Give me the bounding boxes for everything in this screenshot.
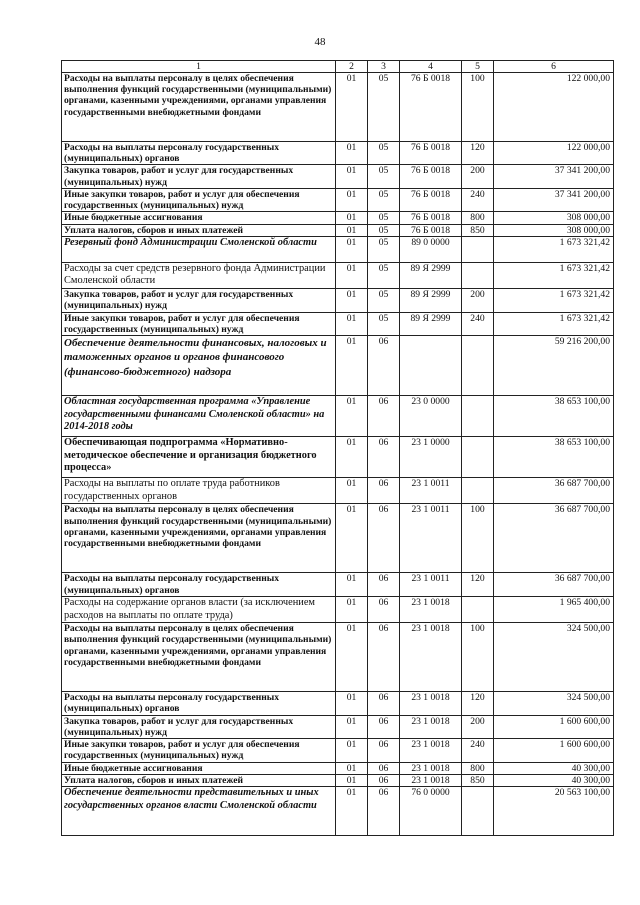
- cell-name: Расходы на выплаты персоналу в целях обеспечения выполнения функций государственными (муниципальными) органами, казенными учреждениями, органами управления государственными внебюджетными фондами: [62, 504, 336, 573]
- cell-target-article: 89 Я 2999: [400, 289, 462, 312]
- cell-section: 01: [336, 786, 368, 835]
- cell-target-article: 23 1 0018: [400, 623, 462, 692]
- cell-section: 01: [336, 73, 368, 142]
- cell-section: 01: [336, 504, 368, 573]
- cell-target-article: 23 1 0000: [400, 437, 462, 478]
- cell-subsection: 06: [368, 786, 400, 835]
- cell-name: Расходы на выплаты по оплате труда работников государственных органов: [62, 478, 336, 504]
- cell-target-article: 23 1 0018: [400, 692, 462, 715]
- cell-section: 01: [336, 478, 368, 504]
- cell-name: Иные бюджетные ассигнования: [62, 212, 336, 224]
- cell-subsection: 06: [368, 396, 400, 437]
- cell-amount: 1 673 321,42: [494, 262, 614, 288]
- cell-amount: 1 673 321,42: [494, 289, 614, 312]
- cell-section: 01: [336, 236, 368, 262]
- table-row: [62, 786, 614, 835]
- cell-expense-type: [462, 336, 494, 396]
- cell-subsection: 06: [368, 336, 400, 396]
- cell-expense-type: 120: [462, 142, 494, 165]
- cell-target-article: 23 0 0000: [400, 396, 462, 437]
- cell-section: 01: [336, 312, 368, 335]
- cell-expense-type: 850: [462, 774, 494, 786]
- cell-section: 01: [336, 165, 368, 188]
- cell-name: Расходы на выплаты персоналу государственных (муниципальных) органов: [62, 573, 336, 596]
- cell-name: Закупка товаров, работ и услуг для государственных (муниципальных) нужд: [62, 289, 336, 312]
- cell-amount: 36 687 700,00: [494, 478, 614, 504]
- cell-expense-type: [462, 437, 494, 478]
- cell-expense-type: 100: [462, 623, 494, 692]
- cell-subsection: 06: [368, 715, 400, 738]
- cell-expense-type: [462, 596, 494, 622]
- table-row: [62, 774, 614, 786]
- table-row: [62, 715, 614, 738]
- cell-name: Расходы на выплаты персоналу государственных (муниципальных) органов: [62, 692, 336, 715]
- cell-section: 01: [336, 212, 368, 224]
- table-row: [62, 504, 614, 573]
- cell-subsection: 05: [368, 165, 400, 188]
- table-row: [62, 437, 614, 478]
- cell-name: Расходы на содержание органов власти (за исключением расходов на выплаты по оплате труда): [62, 596, 336, 622]
- cell-name: Закупка товаров, работ и услуг для государственных (муниципальных) нужд: [62, 165, 336, 188]
- cell-name: Обеспечение деятельности представительных и иных государственных органов власти Смоленской области: [62, 786, 336, 835]
- header-col-1: 1: [62, 61, 336, 73]
- cell-name: Иные закупки товаров, работ и услуг для обеспечения государственных (муниципальных) нужд: [62, 739, 336, 762]
- cell-subsection: 05: [368, 188, 400, 211]
- cell-name: Уплата налогов, сборов и иных платежей: [62, 224, 336, 236]
- cell-name: Иные закупки товаров, работ и услуг для обеспечения государственных (муниципальных) нужд: [62, 312, 336, 335]
- table-row: [62, 262, 614, 288]
- cell-target-article: 23 1 0011: [400, 478, 462, 504]
- cell-section: 01: [336, 739, 368, 762]
- cell-section: 01: [336, 596, 368, 622]
- cell-section: 01: [336, 573, 368, 596]
- table-row: [62, 224, 614, 236]
- table-body: [62, 73, 614, 836]
- table-row: [62, 142, 614, 165]
- table-row: [62, 739, 614, 762]
- cell-subsection: 06: [368, 437, 400, 478]
- cell-expense-type: 800: [462, 212, 494, 224]
- cell-expense-type: 240: [462, 188, 494, 211]
- table-row: [62, 165, 614, 188]
- page-number: 48: [314, 36, 326, 48]
- cell-expense-type: 120: [462, 573, 494, 596]
- cell-subsection: 05: [368, 224, 400, 236]
- cell-amount: 20 563 100,00: [494, 786, 614, 835]
- cell-expense-type: [462, 236, 494, 262]
- cell-subsection: 06: [368, 774, 400, 786]
- cell-amount: 40 300,00: [494, 774, 614, 786]
- table-row: [62, 236, 614, 262]
- table-row: [62, 478, 614, 504]
- cell-section: 01: [336, 142, 368, 165]
- cell-amount: 36 687 700,00: [494, 573, 614, 596]
- cell-amount: 324 500,00: [494, 623, 614, 692]
- cell-amount: 308 000,00: [494, 224, 614, 236]
- cell-amount: 308 000,00: [494, 212, 614, 224]
- header-col-2: 2: [336, 61, 368, 73]
- cell-expense-type: 240: [462, 739, 494, 762]
- cell-section: 01: [336, 762, 368, 774]
- cell-subsection: 06: [368, 692, 400, 715]
- cell-subsection: 05: [368, 236, 400, 262]
- cell-target-article: 23 1 0018: [400, 762, 462, 774]
- cell-amount: 122 000,00: [494, 73, 614, 142]
- cell-subsection: 06: [368, 762, 400, 774]
- cell-name: Закупка товаров, работ и услуг для государственных (муниципальных) нужд: [62, 715, 336, 738]
- cell-amount: 38 653 100,00: [494, 437, 614, 478]
- header-col-3: 3: [368, 61, 400, 73]
- cell-expense-type: [462, 786, 494, 835]
- table-row: [62, 692, 614, 715]
- cell-expense-type: 200: [462, 289, 494, 312]
- table-row: [62, 623, 614, 692]
- cell-amount: 1 673 321,42: [494, 312, 614, 335]
- cell-expense-type: [462, 396, 494, 437]
- cell-subsection: 05: [368, 289, 400, 312]
- cell-amount: 1 600 600,00: [494, 739, 614, 762]
- cell-target-article: 76 Б 0018: [400, 188, 462, 211]
- cell-target-article: [400, 336, 462, 396]
- header-col-6: 6: [494, 61, 614, 73]
- table-row: [62, 336, 614, 396]
- cell-target-article: 89 Я 2999: [400, 312, 462, 335]
- cell-expense-type: 100: [462, 73, 494, 142]
- cell-subsection: 05: [368, 73, 400, 142]
- cell-subsection: 06: [368, 596, 400, 622]
- cell-target-article: 23 1 0018: [400, 715, 462, 738]
- cell-subsection: 06: [368, 504, 400, 573]
- cell-subsection: 05: [368, 212, 400, 224]
- cell-name: Иные закупки товаров, работ и услуг для обеспечения государственных (муниципальных) нужд: [62, 188, 336, 211]
- cell-target-article: 76 Б 0018: [400, 212, 462, 224]
- budget-table: [61, 60, 614, 836]
- cell-expense-type: 240: [462, 312, 494, 335]
- cell-name: Уплата налогов, сборов и иных платежей: [62, 774, 336, 786]
- cell-subsection: 06: [368, 739, 400, 762]
- cell-section: 01: [336, 774, 368, 786]
- cell-subsection: 05: [368, 262, 400, 288]
- cell-amount: 59 216 200,00: [494, 336, 614, 396]
- header-col-4: 4: [400, 61, 462, 73]
- cell-name: Обеспечение деятельности финансовых, налоговых и таможенных органов и органов финансового (финансово-бюджетного) надзора: [62, 336, 336, 396]
- cell-amount: 37 341 200,00: [494, 165, 614, 188]
- cell-expense-type: 800: [462, 762, 494, 774]
- cell-target-article: 76 Б 0018: [400, 142, 462, 165]
- cell-section: 01: [336, 396, 368, 437]
- table-row: [62, 73, 614, 142]
- cell-amount: 40 300,00: [494, 762, 614, 774]
- cell-target-article: 76 Б 0018: [400, 165, 462, 188]
- cell-target-article: 23 1 0018: [400, 596, 462, 622]
- cell-target-article: 23 1 0018: [400, 739, 462, 762]
- table-row: [62, 762, 614, 774]
- table-row: [62, 396, 614, 437]
- cell-section: 01: [336, 623, 368, 692]
- table-row: [62, 573, 614, 596]
- cell-expense-type: 120: [462, 692, 494, 715]
- cell-name: Областная государственная программа «Управление государственными финансами Смоленской области» на 2014-2018 годы: [62, 396, 336, 437]
- cell-subsection: 06: [368, 623, 400, 692]
- cell-subsection: 05: [368, 142, 400, 165]
- cell-name: Иные бюджетные ассигнования: [62, 762, 336, 774]
- cell-target-article: 76 Б 0018: [400, 73, 462, 142]
- cell-name: Резервный фонд Администрации Смоленской области: [62, 236, 336, 262]
- cell-section: 01: [336, 336, 368, 396]
- cell-target-article: 76 Б 0018: [400, 224, 462, 236]
- cell-amount: 1 673 321,42: [494, 236, 614, 262]
- cell-amount: 37 341 200,00: [494, 188, 614, 211]
- cell-expense-type: [462, 478, 494, 504]
- cell-target-article: 23 1 0018: [400, 774, 462, 786]
- cell-name: Расходы за счет средств резервного фонда Администрации Смоленской области: [62, 262, 336, 288]
- cell-expense-type: [462, 262, 494, 288]
- cell-section: 01: [336, 289, 368, 312]
- cell-target-article: 89 Я 2999: [400, 262, 462, 288]
- cell-subsection: 06: [368, 573, 400, 596]
- cell-section: 01: [336, 437, 368, 478]
- cell-name: Расходы на выплаты персоналу государственных (муниципальных) органов: [62, 142, 336, 165]
- cell-target-article: 23 1 0011: [400, 504, 462, 573]
- table-row: [62, 312, 614, 335]
- cell-section: 01: [336, 692, 368, 715]
- cell-amount: 1 965 400,00: [494, 596, 614, 622]
- cell-name: Расходы на выплаты персоналу в целях обеспечения выполнения функций государственными (муниципальными) органами, казенными учреждениями, органами управления государственными внебюджетными фондами: [62, 623, 336, 692]
- cell-amount: 38 653 100,00: [494, 396, 614, 437]
- cell-target-article: 76 0 0000: [400, 786, 462, 835]
- cell-target-article: 89 0 0000: [400, 236, 462, 262]
- cell-amount: 122 000,00: [494, 142, 614, 165]
- cell-expense-type: 100: [462, 504, 494, 573]
- table-row: [62, 596, 614, 622]
- cell-target-article: 23 1 0011: [400, 573, 462, 596]
- cell-amount: 36 687 700,00: [494, 504, 614, 573]
- header-col-5: 5: [462, 61, 494, 73]
- header-row: [62, 61, 614, 73]
- cell-section: 01: [336, 224, 368, 236]
- cell-section: 01: [336, 715, 368, 738]
- cell-amount: 1 600 600,00: [494, 715, 614, 738]
- cell-section: 01: [336, 262, 368, 288]
- cell-subsection: 05: [368, 312, 400, 335]
- cell-subsection: 06: [368, 478, 400, 504]
- table-row: [62, 212, 614, 224]
- table-row: [62, 188, 614, 211]
- cell-expense-type: 850: [462, 224, 494, 236]
- cell-expense-type: 200: [462, 715, 494, 738]
- cell-name: Обеспечивающая подпрограмма «Нормативно-методическое обеспечение и организация бюджетного процесса»: [62, 437, 336, 478]
- cell-section: 01: [336, 188, 368, 211]
- table-row: [62, 289, 614, 312]
- cell-expense-type: 200: [462, 165, 494, 188]
- cell-name: Расходы на выплаты персоналу в целях обеспечения выполнения функций государственными (муниципальными) органами, казенными учреждениями, органами управления государственными внебюджетными фондами: [62, 73, 336, 142]
- cell-amount: 324 500,00: [494, 692, 614, 715]
